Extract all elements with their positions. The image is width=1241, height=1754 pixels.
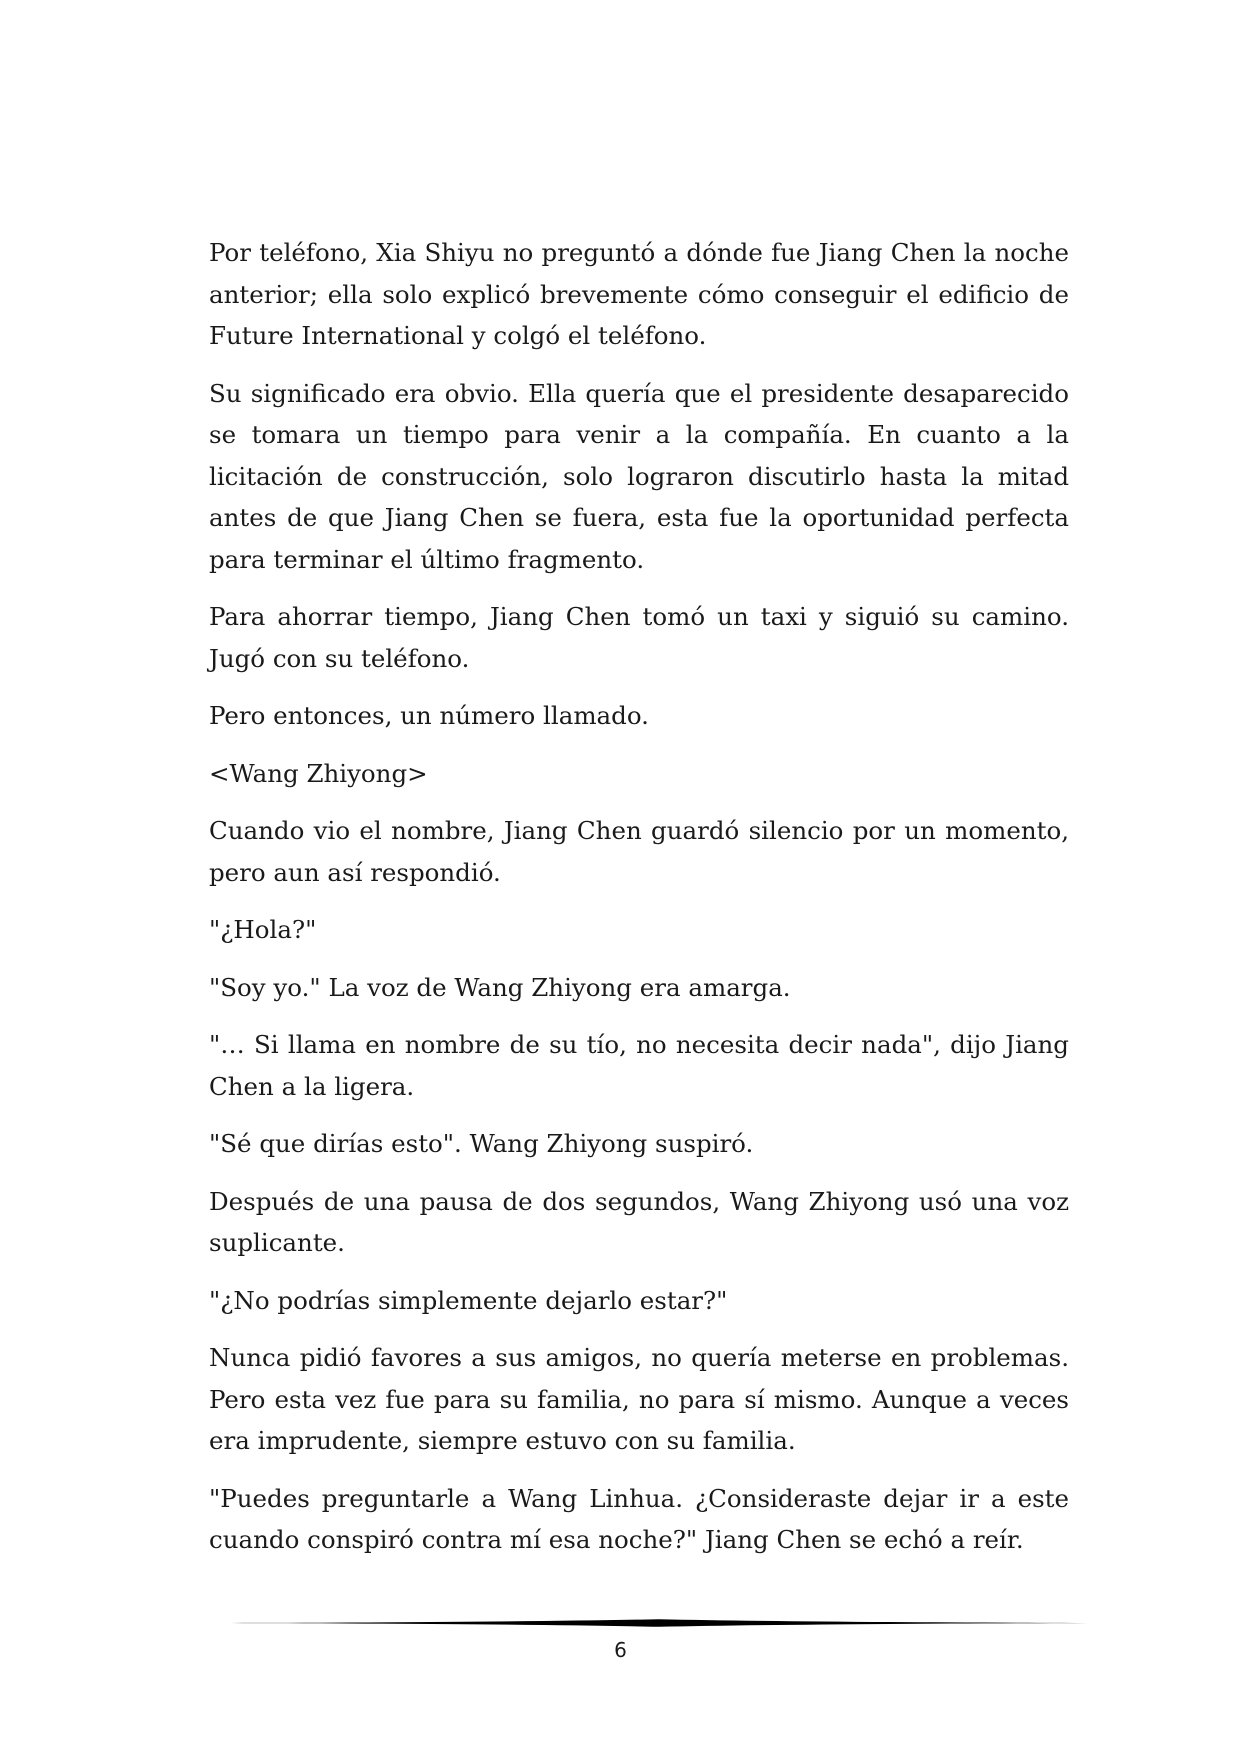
footer-divider (207, 1616, 1112, 1630)
paragraph-13: Nunca pidió favores a sus amigos, no quería meterse en problemas. Pero esta vez fue para su familia, no para sí mismo. Aunque a veces era imprudente, siempre estuvo con su familia. (209, 1343, 1069, 1455)
page-number: 6 (614, 1638, 627, 1662)
paragraph-8: "Soy yo." La voz de Wang Zhiyong era amarga. (209, 972, 791, 1002)
paragraph-12: "¿No podrías simplemente dejarlo estar?" (209, 1285, 728, 1315)
paragraph-6: Cuando vio el nombre, Jiang Chen guardó silencio por un momento, pero aun así respondió. (209, 816, 1069, 887)
paragraph-10: "Sé que dirías esto". Wang Zhiyong suspiró. (209, 1129, 754, 1158)
paragraph-11: Después de una pausa de dos segundos, Wang Zhiyong usó una voz suplicante. (209, 1186, 1069, 1257)
paragraph-3: Para ahorrar tiempo, Jiang Chen tomó un taxi y siguió su camino. Jugó con su teléfono. (209, 602, 1069, 673)
paragraph-4: Pero entonces, un número llamado. (209, 701, 649, 730)
paragraph-14: "Puedes preguntarle a Wang Linhua. ¿Consideraste dejar ir a este cuando conspiró contra mí esa noche?" Jiang Chen se echó a reír. (209, 1483, 1069, 1554)
paragraph-9: "… Si llama en nombre de su tío, no necesita decir nada", dijo Jiang Chen a la ligera. (209, 1030, 1069, 1101)
paragraph-7: "¿Hola?" (209, 915, 317, 944)
paragraph-1: Por teléfono, Xia Shiyu no preguntó a dónde fue Jiang Chen la noche anterior; ella solo explicó brevemente cómo conseguir el edificio de Future International y colgó el teléfono. (209, 238, 1069, 350)
paragraph-2: Su significado era obvio. Ella quería que el presidente desaparecido se tomara un tiempo para venir a la compañía. En cuanto a la licitación de construcción, solo lograron discutirlo hasta la mitad antes de que Jiang Chen se fuera, esta fue la oportunidad perfecta para terminar el último fragmento. (209, 378, 1069, 574)
body-text (209, 232, 1069, 1577)
paragraph-5: <Wang Zhiyong> (209, 758, 428, 788)
